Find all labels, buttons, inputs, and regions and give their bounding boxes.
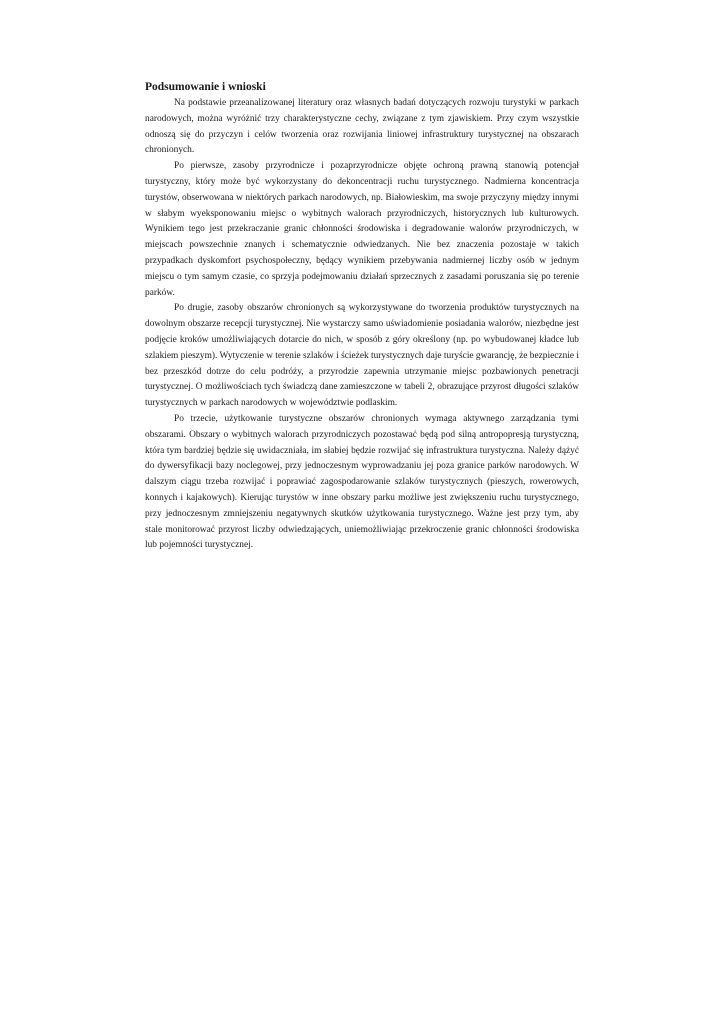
paragraph-intro: Na podstawie przeanalizowanej literatury oraz własnych badań dotyczących rozwoju turystyki w parkach narodowych, można wyróżnić trzy charakterystyczne cechy, związane z tym zjawiskiem. Przy czym wszystkie odnoszą się do przyczyn i celów tworzenia oraz rozwijania liniowej infrastruktury turystycznej na obszarach chronionych. [145,98,579,156]
section-heading: Podsumowanie i wnioski [145,81,266,93]
paragraph-second-point: Po drugie, zasoby obszarów chronionych są wykorzystywane do tworzenia produktów turystycznych na dowolnym obszarze recepcji turystycznej. Nie wystarczy samo uświadomienie posiadania walorów, niezbędne jest podjęcie kroków umożliwiających dotarcie do nich, w sposób z góry określony (np. po wybudowanej kładce lub szlakiem pieszym). Wytyczenie w terenie szlaków i ścieżek turystycznych daje turyście gwarancję, że bezpiecznie i bez przeszkód dotrze do celu podróży, a przyrodzie zapewnia utrzymanie miejsc pozbawionych penetracji turystycznej. O możliwościach tych świadczą dane zamieszczone w tabeli 2, obrazujące przyrost długości szlaków turystycznych w parkach narodowych w województwie podlaskim. [145,303,579,409]
paragraph-third-point: Po trzecie, użytkowanie turystyczne obszarów chronionych wymaga aktywnego zarządzania tymi obszarami. Obszary o wybitnych walorach przyrodniczych pozostawać będą pod silną antropopresją turystyczną, która tym bardziej będzie się uwidaczniała, im słabiej będzie rozwijać się infrastruktura turystyczna. Należy dążyć do dywersyfikacji bazy noclegowej, przy jednoczesnym wyprowadzaniu jej poza granice parków narodowych. W dalszym ciągu trzeba rozwijać i poprawiać zagospodarowanie szlaków turystycznych (pieszych, rowerowych, konnych i kajakowych). Kierując turystów w inne obszary parku możliwe jest zwiększeniu ruchu turystycznego, przy jednoczesnym zmniejszeniu negatywnych skutków użytkowania turystycznego. Ważne jest przy tym, aby stale monitorować przyrost liczby odwiedzających, uniemożliwiając przekroczenie granic chłonności środowiska lub pojemności turystycznej. [145,413,579,551]
text-column [145,79,579,554]
paragraph-first-point: Po pierwsze, zasoby przyrodnicze i pozaprzyrodnicze objęte ochroną prawną stanowią potencjał turystyczny, który może być wykorzystany do dekoncentracji ruchu turystycznego. Nadmierna koncentracja turystów, obserwowana w niektórych parkach narodowych, np. Białowieskim, ma swoje przyczyny między innymi w słabym wyeksponowaniu miejsc o wybitnych walorach przyrodniczych, historycznych lub kulturowych. Wynikiem tego jest przekraczanie granic chłonności środowiska i degradowanie walorów przyrodniczych, w miejscach powszechnie znanych i schematycznie odwiedzanych. Nie bez znaczenia pozostaje w takich przypadkach dyskomfort psychospołeczny, będący wynikiem przebywania nadmiernej liczby osób w jednym miejscu o tym samym czasie, co sprzyja podejmowaniu działań sprzecznych z zasadami poruszania się po terenie parków. [145,161,579,298]
